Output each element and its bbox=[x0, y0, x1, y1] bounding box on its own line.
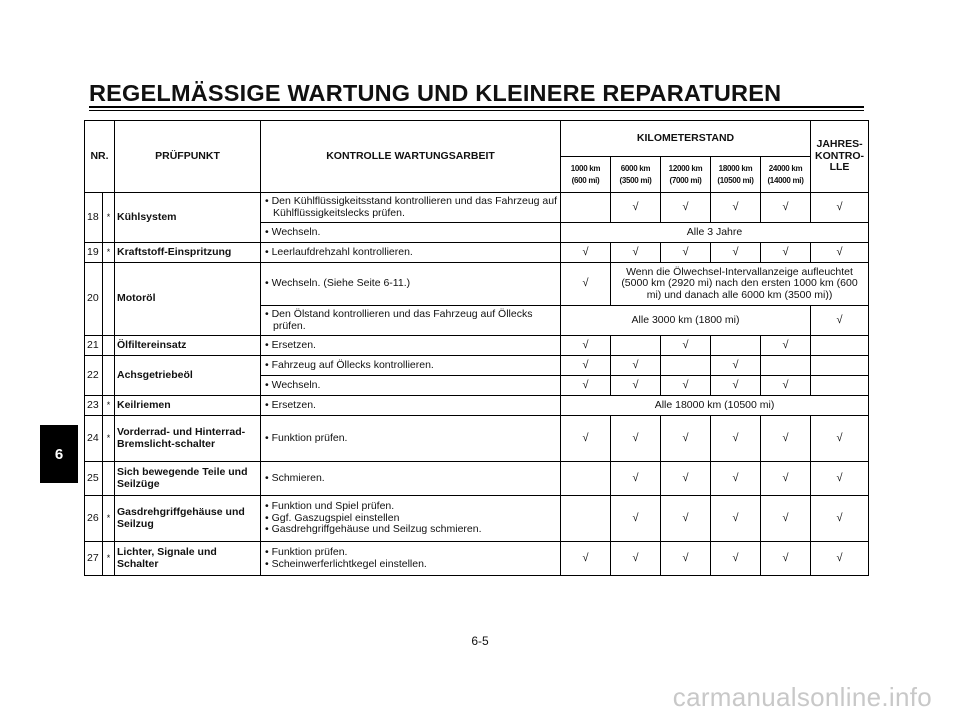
row-item: Motoröl bbox=[115, 263, 261, 336]
row-number: 20 bbox=[85, 263, 103, 336]
row-star: * bbox=[103, 416, 115, 462]
header-row bbox=[85, 121, 869, 157]
check-cell-6000: √ bbox=[611, 243, 661, 263]
check-cell-12000: √ bbox=[661, 336, 711, 356]
check-cell-6000: √ bbox=[611, 193, 661, 223]
check-cell-1000: √ bbox=[561, 542, 611, 576]
check-cell-1000: √ bbox=[561, 263, 611, 306]
check-cell-annual: √ bbox=[811, 416, 869, 462]
row-work: • Schmieren. bbox=[261, 462, 561, 496]
check-cell-18000: √ bbox=[711, 356, 761, 376]
check-cell-1000 bbox=[561, 496, 611, 542]
row-work: • Den Ölstand kontrollieren und das Fahrzeug auf Öllecks prüfen. bbox=[261, 306, 561, 336]
check-cell-6000: √ bbox=[611, 416, 661, 462]
check-cell-24000: √ bbox=[761, 376, 811, 396]
check-cell-12000: √ bbox=[661, 193, 711, 223]
check-cell-6000: √ bbox=[611, 462, 661, 496]
row-number: 21 bbox=[85, 336, 103, 356]
check-cell-24000: √ bbox=[761, 336, 811, 356]
title-rule-thin bbox=[89, 110, 864, 111]
check-cell-annual: √ bbox=[811, 496, 869, 542]
check-cell-12000: √ bbox=[661, 243, 711, 263]
interval-span: Alle 3 Jahre bbox=[561, 223, 869, 243]
row-work: • Den Kühlflüssigkeitsstand kontrollieren und das Fahrzeug auf Kühlflüssigkeitslecks prüfen. bbox=[261, 193, 561, 223]
interval-span: Alle 18000 km (10500 mi) bbox=[561, 396, 869, 416]
table-row bbox=[85, 496, 869, 542]
check-cell-6000: √ bbox=[611, 496, 661, 542]
header-km-5: 24000 km (14000 mi) bbox=[761, 157, 811, 193]
watermark: carmanualsonline.info bbox=[672, 682, 932, 712]
header-km-3: 12000 km (7000 mi) bbox=[661, 157, 711, 193]
page-number: 6-5 bbox=[471, 634, 489, 648]
row-work: • Ersetzen. bbox=[261, 336, 561, 356]
row-work: • Funktion und Spiel prüfen. • Ggf. Gaszugspiel einstellen • Gasdrehgriffgehäuse und Seilzug schmieren. bbox=[261, 496, 561, 542]
row-number: 24 bbox=[85, 416, 103, 462]
row-work: • Wechseln. bbox=[261, 223, 561, 243]
table-row bbox=[85, 193, 869, 223]
check-cell-6000: √ bbox=[611, 376, 661, 396]
check-cell-24000: √ bbox=[761, 542, 811, 576]
check-cell-18000: √ bbox=[711, 496, 761, 542]
header-no: NR. bbox=[85, 121, 115, 193]
check-cell-annual bbox=[811, 356, 869, 376]
check-cell-12000: √ bbox=[661, 496, 711, 542]
row-item: Sich bewegende Teile und Seilzüge bbox=[115, 462, 261, 496]
row-work: • Ersetzen. bbox=[261, 396, 561, 416]
row-star bbox=[103, 356, 115, 396]
header-km-group: KILOMETERSTAND bbox=[561, 121, 811, 157]
check-cell-18000: √ bbox=[711, 243, 761, 263]
row-work: • Fahrzeug auf Öllecks kontrollieren. bbox=[261, 356, 561, 376]
table-row bbox=[85, 336, 869, 356]
check-cell-24000: √ bbox=[761, 416, 811, 462]
check-cell-18000: √ bbox=[711, 193, 761, 223]
row-item: Keilriemen bbox=[115, 396, 261, 416]
table-row bbox=[85, 416, 869, 462]
row-number: 22 bbox=[85, 356, 103, 396]
table-row bbox=[85, 243, 869, 263]
check-cell-annual bbox=[811, 336, 869, 356]
check-cell-12000: √ bbox=[661, 542, 711, 576]
check-cell-1000: √ bbox=[561, 416, 611, 462]
row-star: * bbox=[103, 396, 115, 416]
check-cell-12000 bbox=[661, 356, 711, 376]
row-number: 18 bbox=[85, 193, 103, 243]
row-star: * bbox=[103, 496, 115, 542]
check-cell-18000 bbox=[711, 336, 761, 356]
check-cell-12000: √ bbox=[661, 462, 711, 496]
check-cell-6000: √ bbox=[611, 356, 661, 376]
page-title: REGELMÄSSIGE WARTUNG UND KLEINERE REPARATUREN bbox=[89, 80, 782, 106]
check-cell-1000: √ bbox=[561, 356, 611, 376]
header-annual: JAHRES-KONTRO-LLE bbox=[811, 121, 869, 193]
check-cell-annual: √ bbox=[811, 306, 869, 336]
table-row bbox=[85, 263, 869, 306]
row-star bbox=[103, 336, 115, 356]
check-cell-12000: √ bbox=[661, 376, 711, 396]
check-cell-12000: √ bbox=[661, 416, 711, 462]
interval-span: Wenn die Ölwechsel-Intervallanzeige aufleuchtet (5000 km (2920 mi) nach den ersten 1000 km (600 mi) und danach alle 6000 km (3500 mi)) bbox=[611, 263, 869, 306]
check-cell-annual: √ bbox=[811, 193, 869, 223]
header-item: PRÜFPUNKT bbox=[115, 121, 261, 193]
check-cell-18000: √ bbox=[711, 376, 761, 396]
check-cell-18000: √ bbox=[711, 416, 761, 462]
check-cell-6000: √ bbox=[611, 542, 661, 576]
row-star bbox=[103, 263, 115, 336]
check-cell-1000: √ bbox=[561, 243, 611, 263]
row-work: • Leerlaufdrehzahl kontrollieren. bbox=[261, 243, 561, 263]
row-number: 27 bbox=[85, 542, 103, 576]
check-cell-24000: √ bbox=[761, 243, 811, 263]
row-item: Vorderrad- und Hinterrad-Bremslicht-schalter bbox=[115, 416, 261, 462]
row-number: 23 bbox=[85, 396, 103, 416]
table-row bbox=[85, 462, 869, 496]
row-work: • Funktion prüfen. bbox=[261, 416, 561, 462]
check-cell-annual: √ bbox=[811, 542, 869, 576]
interval-span: Alle 3000 km (1800 mi) bbox=[561, 306, 811, 336]
row-star bbox=[103, 462, 115, 496]
row-item: Kraftstoff-Einspritzung bbox=[115, 243, 261, 263]
row-work: • Wechseln. (Siehe Seite 6-11.) bbox=[261, 263, 561, 306]
row-item: Ölfiltereinsatz bbox=[115, 336, 261, 356]
title-rule bbox=[89, 106, 864, 108]
table-row bbox=[85, 356, 869, 376]
header-km-4: 18000 km (10500 mi) bbox=[711, 157, 761, 193]
row-number: 19 bbox=[85, 243, 103, 263]
check-cell-24000: √ bbox=[761, 496, 811, 542]
check-cell-annual bbox=[811, 376, 869, 396]
chapter-tab: 6 bbox=[40, 425, 78, 483]
check-cell-24000: √ bbox=[761, 193, 811, 223]
row-item: Kühlsystem bbox=[115, 193, 261, 243]
header-km-2: 6000 km (3500 mi) bbox=[611, 157, 661, 193]
check-cell-1000 bbox=[561, 462, 611, 496]
row-item: Lichter, Signale und Schalter bbox=[115, 542, 261, 576]
check-cell-1000: √ bbox=[561, 376, 611, 396]
row-work: • Funktion prüfen. • Scheinwerferlichtkegel einstellen. bbox=[261, 542, 561, 576]
row-star: * bbox=[103, 193, 115, 243]
check-cell-1000 bbox=[561, 193, 611, 223]
table-row bbox=[85, 542, 869, 576]
row-number: 26 bbox=[85, 496, 103, 542]
check-cell-1000: √ bbox=[561, 336, 611, 356]
maintenance-table bbox=[84, 120, 869, 576]
check-cell-6000 bbox=[611, 336, 661, 356]
row-star: * bbox=[103, 542, 115, 576]
check-cell-18000: √ bbox=[711, 462, 761, 496]
table-row bbox=[85, 396, 869, 416]
row-number: 25 bbox=[85, 462, 103, 496]
row-star: * bbox=[103, 243, 115, 263]
header-work: KONTROLLE WARTUNGSARBEIT bbox=[261, 121, 561, 193]
check-cell-annual: √ bbox=[811, 243, 869, 263]
row-item: Gasdrehgriffgehäuse und Seilzug bbox=[115, 496, 261, 542]
row-item: Achsgetriebeöl bbox=[115, 356, 261, 396]
check-cell-24000 bbox=[761, 356, 811, 376]
check-cell-18000: √ bbox=[711, 542, 761, 576]
check-cell-24000: √ bbox=[761, 462, 811, 496]
row-work: • Wechseln. bbox=[261, 376, 561, 396]
check-cell-annual: √ bbox=[811, 462, 869, 496]
header-km-1: 1000 km (600 mi) bbox=[561, 157, 611, 193]
